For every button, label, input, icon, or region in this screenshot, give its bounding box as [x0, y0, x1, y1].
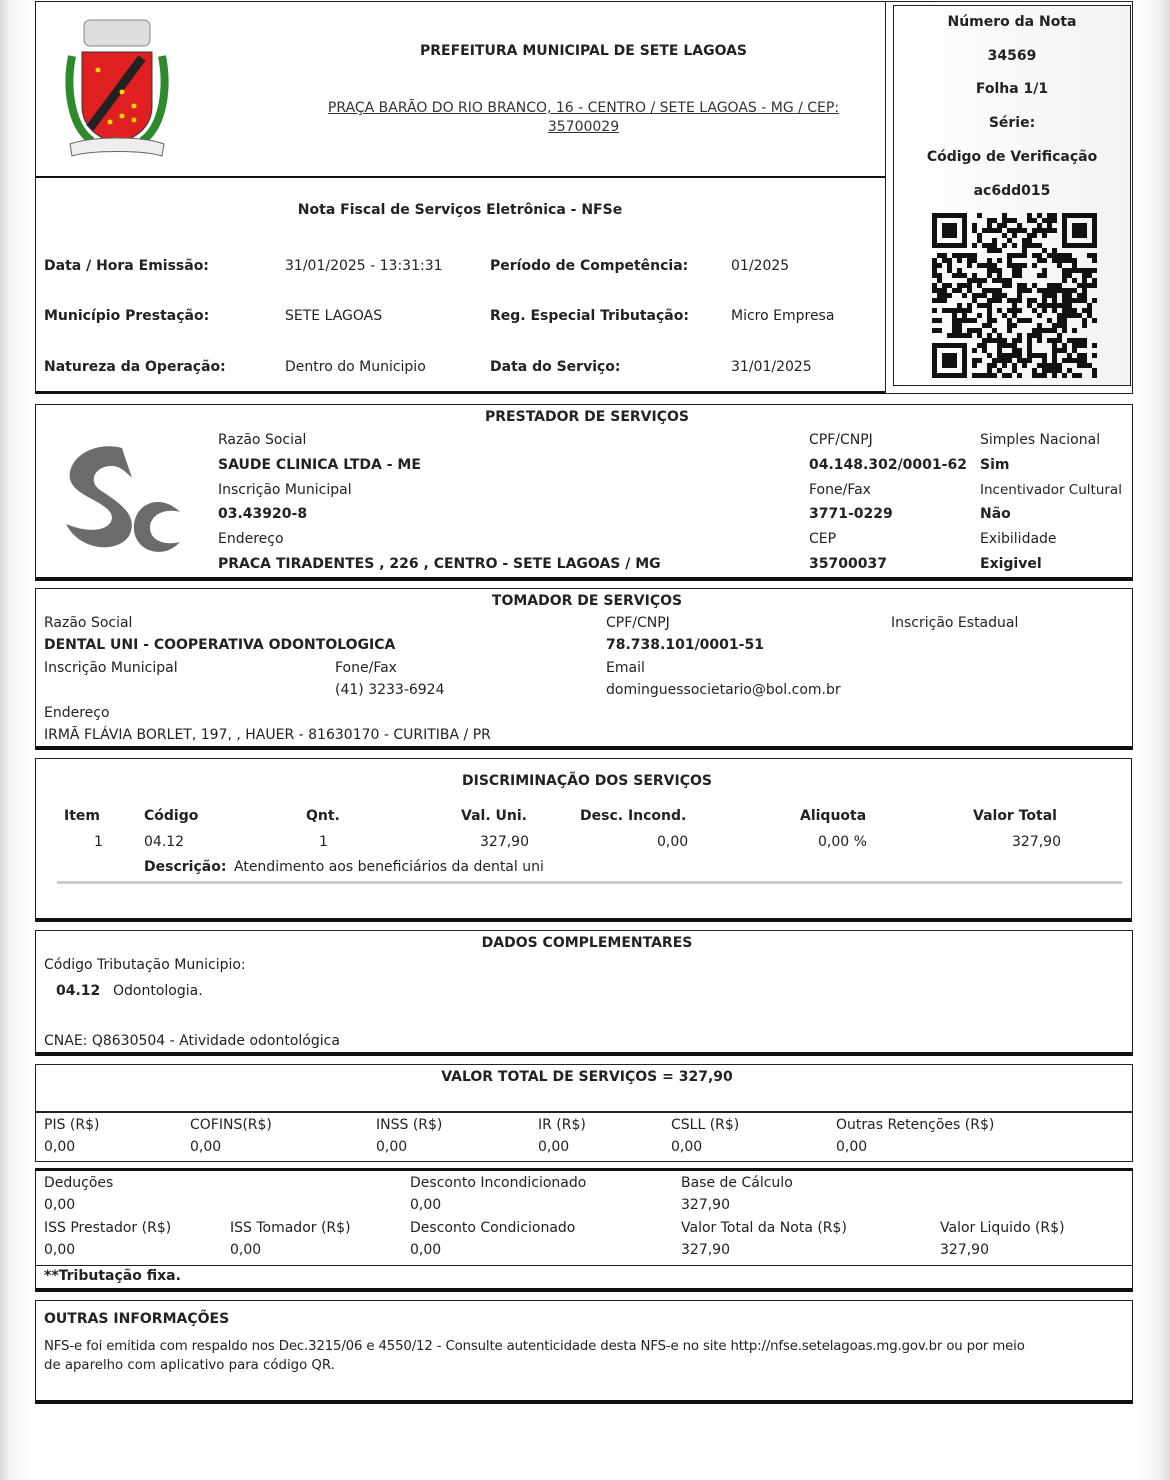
cofins-value: 0,00: [190, 1139, 222, 1155]
tomador-ie-label: Inscrição Estadual: [891, 615, 1019, 631]
inss-value: 0,00: [376, 1139, 408, 1155]
tomador-im-label: Inscrição Municipal: [44, 660, 178, 676]
prestador-cnpj: 04.148.302/0001-62: [809, 457, 967, 473]
valor-liquido-value: 327,90: [940, 1242, 989, 1258]
tomador-razao: DENTAL UNI - COOPERATIVA ODONTOLOGICA: [44, 637, 396, 653]
prestador-exigibilidade-label: Exibilidade: [980, 531, 1057, 547]
prestador-razao-label: Razão Social: [218, 432, 307, 448]
value-data-hora: 31/01/2025 - 13:31:31: [285, 258, 443, 274]
col-valor-total: Valor Total: [973, 808, 1057, 824]
codigo-tributacao: 04.12: [56, 983, 101, 999]
municipality-address: PRAÇA BARÃO DO RIO BRANCO, 16 - CENTRO / SETE LAGOAS - MG / CEP:: [327, 100, 840, 116]
prestador-fone-label: Fone/Fax: [809, 482, 871, 498]
desc-cond-label: Desconto Condicionado: [410, 1220, 576, 1236]
tomador-fone-label: Fone/Fax: [335, 660, 397, 676]
codigo-tributacao-desc: Odontologia.: [113, 983, 203, 999]
csll-label: CSLL (R$): [671, 1117, 740, 1133]
cell-valor-total: 327,90: [1012, 834, 1061, 850]
qr-code: [932, 213, 1097, 378]
tomador-title: TOMADOR DE SERVIÇOS: [491, 593, 683, 609]
complementares-title: DADOS COMPLEMENTARES: [481, 935, 693, 951]
outras-line2: de aparelho com aplicativo para código QR.: [44, 1358, 335, 1373]
tomador-fone: (41) 3233-6924: [335, 682, 445, 698]
tomador-email: dominguessocietario@bol.com.br: [606, 682, 841, 698]
tomador-endereco-label: Endereço: [44, 705, 110, 721]
tomador-email-label: Email: [606, 660, 645, 676]
folha: Folha 1/1: [975, 81, 1049, 97]
pis-value: 0,00: [44, 1139, 76, 1155]
label-natureza: Natureza da Operação:: [44, 359, 226, 375]
divider: [35, 1111, 1133, 1113]
value-regime: Micro Empresa: [731, 308, 835, 324]
cofins-label: COFINS(R$): [190, 1117, 272, 1133]
value-municipio: SETE LAGOAS: [285, 308, 383, 324]
city-coat-of-arms-logo: [62, 16, 172, 162]
outras-line1: NFS-e foi emitida com respaldo nos Dec.3215/06 e 4550/12 - Consulte autenticidade desta NFS-e no site http://nfse.setelagoas.mg.gov.br ou por meio: [44, 1339, 1025, 1354]
ir-value: 0,00: [538, 1139, 570, 1155]
iss-prestador-value: 0,00: [44, 1242, 76, 1258]
iss-tomador-label: ISS Tomador (R$): [230, 1220, 351, 1236]
col-desc-incond: Desc. Incond.: [580, 808, 687, 824]
cell-aliquota: 0,00 %: [818, 834, 867, 850]
valor-nota-label: Valor Total da Nota (R$): [681, 1220, 847, 1236]
descricao-value: Atendimento aos beneficiários da dental uni: [234, 859, 544, 875]
valor-total-servicos: VALOR TOTAL DE SERVIÇOS = 327,90: [441, 1069, 733, 1085]
label-regime: Reg. Especial Tributação:: [490, 308, 689, 324]
prestador-cep-label: CEP: [809, 531, 837, 547]
prestador-cnpj-label: CPF/CNPJ: [809, 432, 873, 448]
outras-retencoes-value: 0,00: [836, 1139, 868, 1155]
prestador-im: 03.43920-8: [218, 506, 308, 522]
col-val-uni: Val. Uni.: [461, 808, 527, 824]
label-data-hora: Data / Hora Emissão:: [44, 258, 209, 274]
prestador-simples-label: Simples Nacional: [980, 432, 1101, 448]
descricao-label: Descrição:: [144, 859, 227, 875]
outras-retencoes-label: Outras Retenções (R$): [836, 1117, 995, 1133]
prestador-cep: 35700037: [809, 556, 887, 572]
iss-tomador-value: 0,00: [230, 1242, 262, 1258]
value-natureza: Dentro do Municipio: [285, 359, 426, 375]
valor-liquido-label: Valor Liquido (R$): [940, 1220, 1065, 1236]
deducoes-label: Deduções: [44, 1175, 114, 1191]
col-codigo: Código: [144, 808, 199, 824]
prestador-endereco-label: Endereço: [218, 531, 284, 547]
desc-incond-label: Desconto Incondicionado: [410, 1175, 587, 1191]
ir-label: IR (R$): [538, 1117, 586, 1133]
prestador-incentivador-label: Incentivador Cultural: [980, 482, 1122, 498]
prestador-incentivador: Não: [980, 506, 1011, 522]
document-title: Nota Fiscal de Serviços Eletrônica - NFSe: [297, 202, 623, 218]
cell-qnt: 1: [319, 834, 328, 850]
prestador-simples: Sim: [980, 457, 1010, 473]
tomador-razao-label: Razão Social: [44, 615, 133, 631]
servicos-title: DISCRIMINAÇÃO DOS SERVIÇOS: [462, 773, 712, 789]
base-calculo-label: Base de Cálculo: [681, 1175, 793, 1191]
tomador-cnpj: 78.738.101/0001-51: [606, 637, 764, 653]
cnae: CNAE: Q8630504 - Atividade odontológica: [44, 1033, 340, 1049]
pis-label: PIS (R$): [44, 1117, 100, 1133]
tomador-cnpj-label: CPF/CNPJ: [606, 615, 670, 631]
codigo-tributacao-label: Código Tributação Municipio:: [44, 957, 246, 973]
municipality-title: PREFEITURA MUNICIPAL DE SETE LAGOAS: [419, 43, 748, 59]
divider: [35, 1265, 1133, 1266]
inss-label: INSS (R$): [376, 1117, 443, 1133]
municipality-cep: 35700029: [547, 119, 620, 135]
desc-incond-value: 0,00: [410, 1197, 442, 1213]
servicos-divider: [57, 881, 1122, 884]
prestador-im-label: Inscrição Municipal: [218, 482, 352, 498]
provider-sc-logo: [60, 442, 184, 564]
tomador-endereco: IRMÃ FLÁVIA BORLET, 197, , HAUER - 81630170 - CURITIBA / PR: [44, 727, 491, 743]
value-periodo: 01/2025: [731, 258, 790, 274]
cell-codigo: 04.12: [144, 834, 185, 850]
codigo-verificacao-value: ac6dd015: [973, 183, 1051, 199]
prestador-razao: SAUDE CLINICA LTDA - ME: [218, 457, 421, 473]
cell-item: 1: [94, 834, 103, 850]
base-calculo-value: 327,90: [681, 1197, 730, 1213]
desc-cond-value: 0,00: [410, 1242, 442, 1258]
numero-label: Número da Nota: [947, 14, 1077, 30]
prestador-title: PRESTADOR DE SERVIÇOS: [485, 409, 689, 425]
label-municipio: Município Prestação:: [44, 308, 210, 324]
csll-value: 0,00: [671, 1139, 703, 1155]
valor-nota-value: 327,90: [681, 1242, 730, 1258]
iss-prestador-label: ISS Prestador (R$): [44, 1220, 172, 1236]
deducoes-value: 0,00: [44, 1197, 76, 1213]
label-periodo: Período de Competência:: [490, 258, 689, 274]
codigo-verificacao-label: Código de Verificação: [926, 149, 1098, 165]
prestador-endereco: PRACA TIRADENTES , 226 , CENTRO - SETE LAGOAS / MG: [218, 556, 661, 572]
label-data-servico: Data do Serviço:: [490, 359, 621, 375]
numero-value: 34569: [987, 48, 1037, 64]
prestador-exigibilidade: Exigivel: [980, 556, 1042, 572]
cell-val-uni: 327,90: [480, 834, 529, 850]
value-data-servico: 31/01/2025: [731, 359, 812, 375]
serie-label: Série:: [988, 115, 1036, 131]
tributacao-fixa: **Tributação fixa.: [44, 1268, 181, 1284]
prestador-fone: 3771-0229: [809, 506, 893, 522]
col-qnt: Qnt.: [306, 808, 340, 824]
outras-title: OUTRAS INFORMAÇÕES: [44, 1311, 230, 1327]
col-item: Item: [64, 808, 100, 824]
cell-desc-incond: 0,00: [657, 834, 689, 850]
col-aliquota: Aliquota: [800, 808, 867, 824]
